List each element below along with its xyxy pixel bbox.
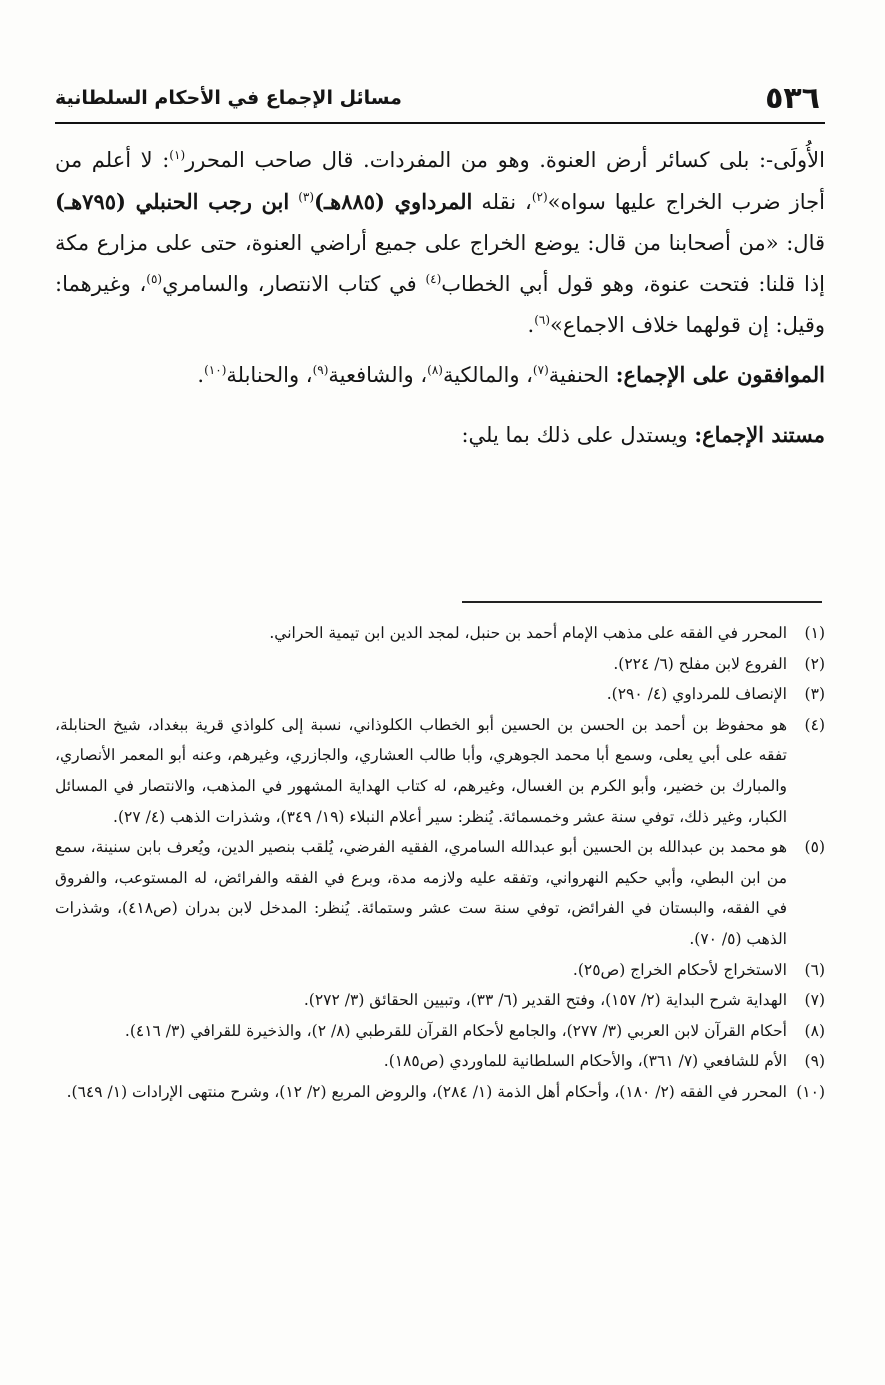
- footnote-ref-8: (٨): [427, 363, 443, 377]
- main-text: [55, 140, 825, 456]
- footnote-item: [55, 1016, 825, 1047]
- footnote-ref-1: (١): [169, 148, 186, 162]
- paragraph-1: [55, 140, 825, 346]
- p1-text-c: ، نقله: [472, 190, 532, 214]
- header-rule: [55, 122, 825, 124]
- footnote-text: هو محمد بن عبدالله بن الحسين أبو عبدالله السامري، الفقيه الفرضي، يُلقب بنصير الدين، ويُعرف بابن سنينة، سمع من ابن البطي، وأبي حكيم النهرواني، وتفقه عليه ولازمه مدة، وبرع في الفقه والفرائض، له المستوعب، والفروق في الفقه، والبستان في الفرائض، توفي سنة ست عشر وستمائة. يُنظر: المدخل لابن بدران (ص٤١٨)، وشذرات الذهب (٥/ ٧٠).: [55, 838, 787, 948]
- paragraph-2: [55, 354, 825, 396]
- page-header: [55, 78, 820, 118]
- footnote-number: (٣): [804, 685, 825, 704]
- footnote-number: (٦): [804, 960, 825, 979]
- footnote-ref-10: (١٠): [204, 363, 227, 377]
- p1-text-g: ، وغيرهما: وقيل: إن قولهما خلاف الاجماع»: [55, 272, 825, 337]
- page-number: ٥٣٦: [765, 80, 820, 116]
- footnote-text: الأم للشافعي (٧/ ٣٦١)، والأحكام السلطانية للماوردي (ص١٨٥).: [383, 1052, 787, 1071]
- footnote-text: المحرر في الفقه على مذهب الإمام أحمد بن حنبل، لمجد الدين ابن تيمية الحراني.: [269, 624, 787, 642]
- footnote-text: أحكام القرآن لابن العربي (٣/ ٢٧٧)، والجامع لأحكام القرآن للقرطبي (٨/ ٢)، والذخيرة للقرافي (٣/ ٤١٦).: [124, 1021, 787, 1040]
- footnote-item: [55, 710, 825, 832]
- footnote-number: (٨): [804, 1021, 825, 1040]
- p1-text-f: في كتاب الانتصار، والسامري: [162, 272, 426, 296]
- footnote-text: المحرر في الفقه (٢/ ١٨٠)، وأحكام أهل الذمة (١/ ٢٨٤)، والروض المربع (٢/ ١٢)، وشرح منتهى الإرادات (١/ ٦٤٩).: [66, 1082, 787, 1101]
- footnote-item: [55, 618, 825, 649]
- footnote-number: (١): [804, 624, 825, 642]
- footnote-number: (٩): [804, 1052, 825, 1071]
- footnote-ref-5: (٥): [146, 272, 163, 286]
- footnote-ref-7: (٧): [532, 363, 549, 377]
- footnote-item: [55, 649, 825, 680]
- p2-text-d: ، والحنابلة: [226, 363, 313, 387]
- footnotes: [55, 618, 825, 1108]
- footnote-item: [55, 832, 825, 954]
- footnote-item: [55, 1046, 825, 1077]
- p2-text-c: ، والشافعية: [328, 363, 428, 387]
- footnote-number: (٤): [804, 715, 825, 734]
- p1-text-a: الأُولَى-: بلى كسائر أرض العنوة. وهو من المفردات. قال صاحب المحرر: [185, 148, 825, 172]
- footnote-item: [55, 679, 825, 710]
- footnote-text: هو محفوظ بن أحمد بن الحسن بن الحسين أبو الخطاب الكلوذاني، نسبة إلى كلواذي قرية ببغداد، شيخ الحنابلة، تفقه على أبي يعلى، وسمع أبا محمد الجوهري، وأبا طالب العشاري، والجازري، وغيرهم، وعنه أبو المعمر الأنصاري، والمبارك بن خضير، وأبو الكرم بن الغسال، وغيرهم، له كتاب الهداية المشهور في المذهب، والانتصار في المسائل الكبار، وغير ذلك، توفي سنة عشر وخمسمائة. يُنظر: سير أعلام النبلاء (١٩/ ٣٤٩)، وشذرات الذهب (٤/ ٢٧).: [55, 715, 787, 826]
- basis-label: مستند الإجماع:: [694, 422, 825, 447]
- agreeing-label: الموافقون على الإجماع:: [615, 362, 825, 387]
- p1-bold-ibn-rajab: ابن رجب الحنبلي (٧٩٥هـ): [55, 189, 290, 214]
- p1-text-d: [289, 190, 298, 214]
- running-title: مسائل الإجماع في الأحكام السلطانية: [55, 87, 402, 109]
- p2-text-e: .: [197, 363, 205, 387]
- footnote-ref-9: (٩): [312, 363, 329, 377]
- footnote-text: الإنصاف للمرداوي (٤/ ٢٩٠).: [606, 685, 787, 704]
- footnote-item: [55, 985, 825, 1016]
- footnote-number: (٧): [804, 991, 825, 1010]
- p1-bold-mardawi: المرداوي (٨٨٥هـ): [314, 189, 473, 214]
- p1-text-b: : لا أعلم من أجاز ضرب الخراج عليها سواه»: [55, 148, 825, 214]
- footnote-separator: [462, 601, 822, 603]
- footnote-item: [55, 955, 825, 986]
- footnote-text: الفروع لابن مفلح (٦/ ٢٢٤).: [613, 654, 787, 673]
- paragraph-3: [55, 414, 825, 456]
- footnote-number: (١٠): [796, 1082, 825, 1101]
- footnote-ref-3: (٣): [298, 190, 315, 204]
- footnote-item: [55, 1077, 825, 1108]
- p1-text-e: قال: «من أصحابنا من قال: يوضع الخراج على جميع أراضي العنوة، حتى على مزارع مكة إذا قلنا: فتحت عنوة، وهو قول أبي الخطاب: [55, 231, 825, 296]
- footnote-text: الهداية شرح البداية (٢/ ١٥٧)، وفتح القدير (٦/ ٣٣)، وتبيين الحقائق (٣/ ٢٧٢).: [303, 991, 787, 1010]
- p2-text-a: الحنفية: [548, 363, 616, 387]
- p2-text-b: ، والمالكية: [442, 363, 533, 387]
- footnote-ref-4: (٤): [425, 272, 442, 286]
- p3-text: ويستدل على ذلك بما يلي:: [461, 423, 695, 447]
- footnote-ref-2: (٢): [531, 190, 548, 204]
- p1-text-h: .: [527, 313, 535, 337]
- footnote-number: (٢): [804, 654, 825, 673]
- footnote-ref-6: (٦): [534, 313, 551, 327]
- footnote-text: الاستخراج لأحكام الخراج (ص٢٥).: [572, 960, 787, 979]
- footnote-number: (٥): [804, 838, 825, 857]
